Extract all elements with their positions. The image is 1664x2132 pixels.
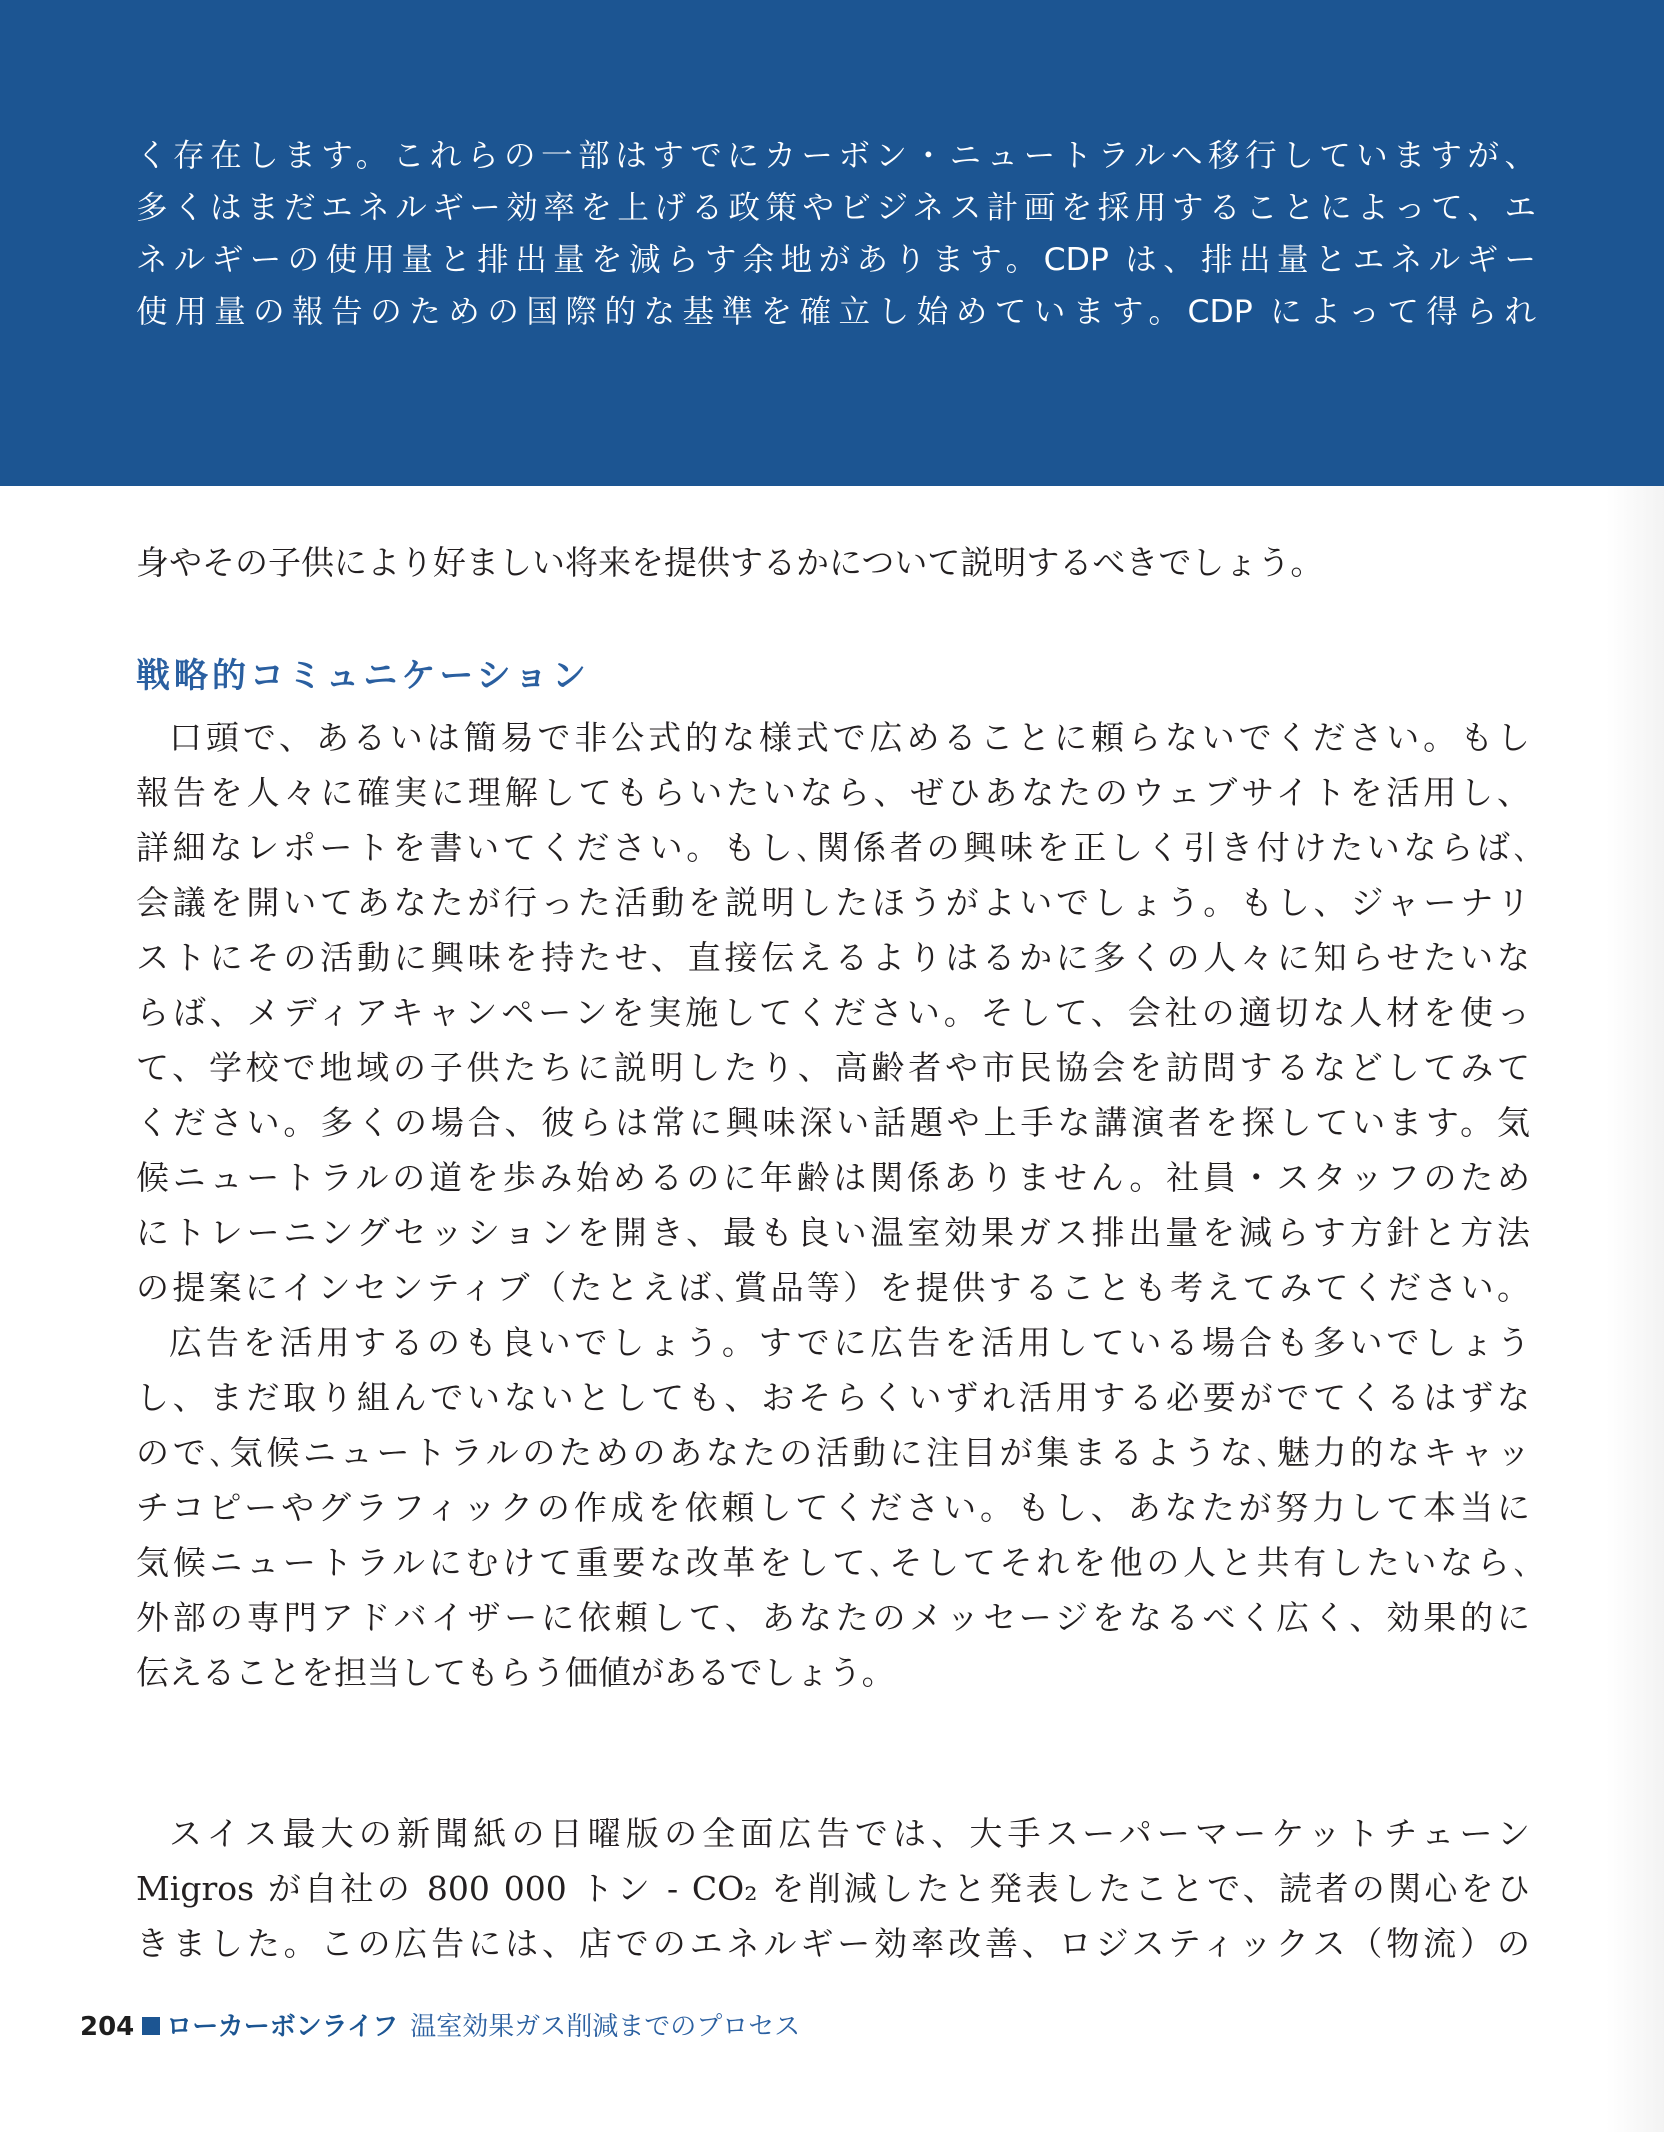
book-title: ローカーボンライフ <box>166 2012 399 2042</box>
paragraph-line: らば、メディアキャンペーンを実施してください。そして、会社の適切な人材を使っ <box>136 993 1530 1032</box>
paragraph-line: 伝えることを担当してもらう価値があるでしょう。 <box>136 1653 895 1692</box>
paragraph-line: の提案にインセンティブ（たとえば､賞品等）を提供することも考えてみてください。 <box>136 1268 1530 1307</box>
paragraph-1 <box>136 710 1530 1315</box>
page-number: 204 <box>80 2012 135 2042</box>
paragraph-line: 口頭で、あるいは簡易で非公式的な様式で広めることに頼らないでください。もし <box>169 718 1530 757</box>
paragraph-line: 広告を活用するのも良いでしょう。すでに広告を活用している場合も多いでしょう <box>169 1323 1530 1362</box>
paragraph-line: 気候ニュートラルにむけて重要な改革をして､そしてそれを他の人と共有したいなら､ <box>136 1543 1530 1582</box>
paragraph-line: ストにその活動に興味を持たせ、直接伝えるよりはるかに多くの人々に知らせたいな <box>136 938 1530 977</box>
paragraph-line: きました。この広告には、店でのエネルギー効率改善、ロジスティックス（物流）の <box>136 1924 1530 1963</box>
paragraph-line: ください。多くの場合、彼らは常に興味深い話題や上手な講演者を探しています。気 <box>136 1103 1530 1142</box>
square-bullet-icon <box>142 2017 160 2035</box>
paragraph-line: 候ニュートラルの道を歩み始めるのに年齢は関係ありません。社員・スタッフのため <box>136 1158 1530 1197</box>
paragraph-line: 会議を開いてあなたが行った活動を説明したほうがよいでしょう。もし、ジャーナリ <box>136 883 1530 922</box>
band-line: く存在します。これらの一部はすでにカーボン・ニュートラルへ移行していますが、 <box>136 138 1536 174</box>
band-paragraph <box>136 130 1536 338</box>
paragraph-2 <box>136 1315 1530 1700</box>
band-line: 使用量の報告のための国際的な基準を確立し始めています。CDP によって得られ <box>136 294 1536 330</box>
paragraph-line: スイス最大の新聞紙の日曜版の全面広告では、大手スーパーマーケットチェーン <box>169 1814 1530 1853</box>
paragraph-line: Migros が自社の 800 000 トン - CO₂ を削減したと発表したことで、読者の関心をひ <box>136 1869 1530 1908</box>
page-edge-shadow <box>1606 486 1664 2132</box>
paragraph-line: し、まだ取り組んでいないとしても、おそらくいずれ活用する必要がでてくるはずな <box>136 1378 1530 1417</box>
band-line: 多くはまだエネルギー効率を上げる政策やビジネス計画を採用することによって、エ <box>136 190 1536 226</box>
band-line: ネルギーの使用量と排出量を減らす余地があります。CDP は、排出量とエネルギー <box>136 242 1536 278</box>
paragraph-line: 報告を人々に確実に理解してもらいたいなら、ぜひあなたのウェブサイトを活用し、 <box>136 773 1530 812</box>
page-footer <box>80 2006 800 2043</box>
paragraph-line: 外部の専門アドバイザーに依頼して、あなたのメッセージをなるべく広く、効果的に <box>136 1598 1530 1637</box>
paragraph-line: 詳細なレポートを書いてください。もし､関係者の興味を正しく引き付けたいならば､ <box>136 828 1530 867</box>
section-heading: 戦略的コミュニケーション <box>136 656 590 696</box>
lead-line: 身やその子供により好ましい将来を提供するかについて説明するべきでしょう。 <box>136 543 1324 582</box>
paragraph-line: にトレーニングセッションを開き、最も良い温室効果ガス排出量を減らす方針と方法 <box>136 1213 1530 1252</box>
book-subtitle: 温室効果ガス削減までのプロセス <box>410 2012 801 2042</box>
paragraph-3 <box>136 1806 1530 1971</box>
paragraph-line: ので､気候ニュートラルのためのあなたの活動に注目が集まるような､魅力的なキャッ <box>136 1433 1530 1472</box>
top-color-band <box>0 0 1664 486</box>
paragraph-line: チコピーやグラフィックの作成を依頼してください。もし、あなたが努力して本当に <box>136 1488 1530 1527</box>
paragraph-line: て、学校で地域の子供たちに説明したり、高齢者や市民協会を訪問するなどしてみて <box>136 1048 1530 1087</box>
